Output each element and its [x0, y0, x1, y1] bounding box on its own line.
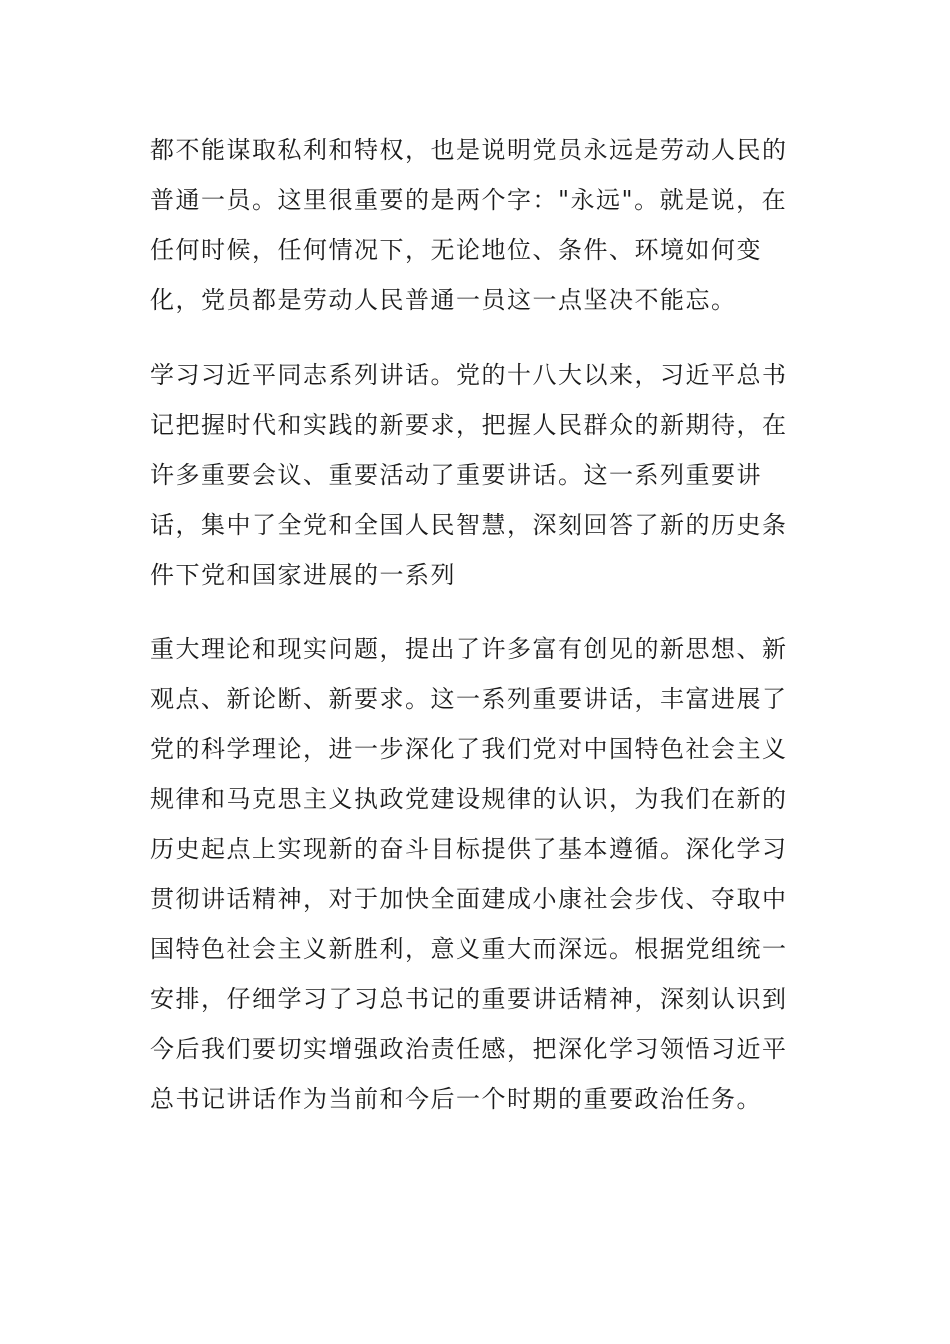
text-line: 观点、新论断、新要求。这一系列重要讲话，丰富进展了: [150, 685, 788, 713]
text-line: 记把握时代和实践的新要求，把握人民群众的新期待，在: [150, 411, 788, 439]
text-line: 党的科学理论，进一步深化了我们党对中国特色社会主义: [150, 735, 788, 763]
text-line: 重大理论和现实问题，提出了许多富有创见的新思想、新: [150, 635, 788, 663]
paragraph-1: [150, 125, 790, 325]
text-line: 件下党和国家进展的一系列: [150, 561, 456, 589]
text-line: 规律和马克思主义执政党建设规律的认识，为我们在新的: [150, 785, 788, 813]
text-line: 贯彻讲话精神，对于加快全面建成小康社会步伐、夺取中: [150, 885, 788, 913]
text-line: 今后我们要切实增强政治责任感，把深化学习领悟习近平: [150, 1035, 788, 1063]
text-line: 话，集中了全党和全国人民智慧，深刻回答了新的历史条: [150, 511, 788, 539]
text-line: 任何时候，任何情况下，无论地位、条件、环境如何变: [150, 236, 762, 264]
text-line: 历史起点上实现新的奋斗目标提供了基本遵循。深化学习: [150, 835, 788, 863]
text-line: 总书记讲话作为当前和今后一个时期的重要政治任务。: [150, 1085, 762, 1113]
text-line: 学习习近平同志系列讲话。党的十八大以来，习近平总书: [150, 361, 788, 389]
text-line: 普通一员。这里很重要的是两个字："永远"。就是说，在: [150, 186, 788, 214]
text-line: 都不能谋取私利和特权，也是说明党员永远是劳动人民的: [150, 136, 788, 164]
text-line: 许多重要会议、重要活动了重要讲话。这一系列重要讲: [150, 461, 762, 489]
paragraph-3: [150, 624, 790, 1124]
paragraph-2: [150, 350, 790, 600]
text-line: 国特色社会主义新胜利，意义重大而深远。根据党组统一: [150, 935, 788, 963]
text-line: 化，党员都是劳动人民普通一员这一点坚决不能忘。: [150, 286, 737, 314]
text-line: 安排，仔细学习了习总书记的重要讲话精神，深刻认识到: [150, 985, 788, 1013]
